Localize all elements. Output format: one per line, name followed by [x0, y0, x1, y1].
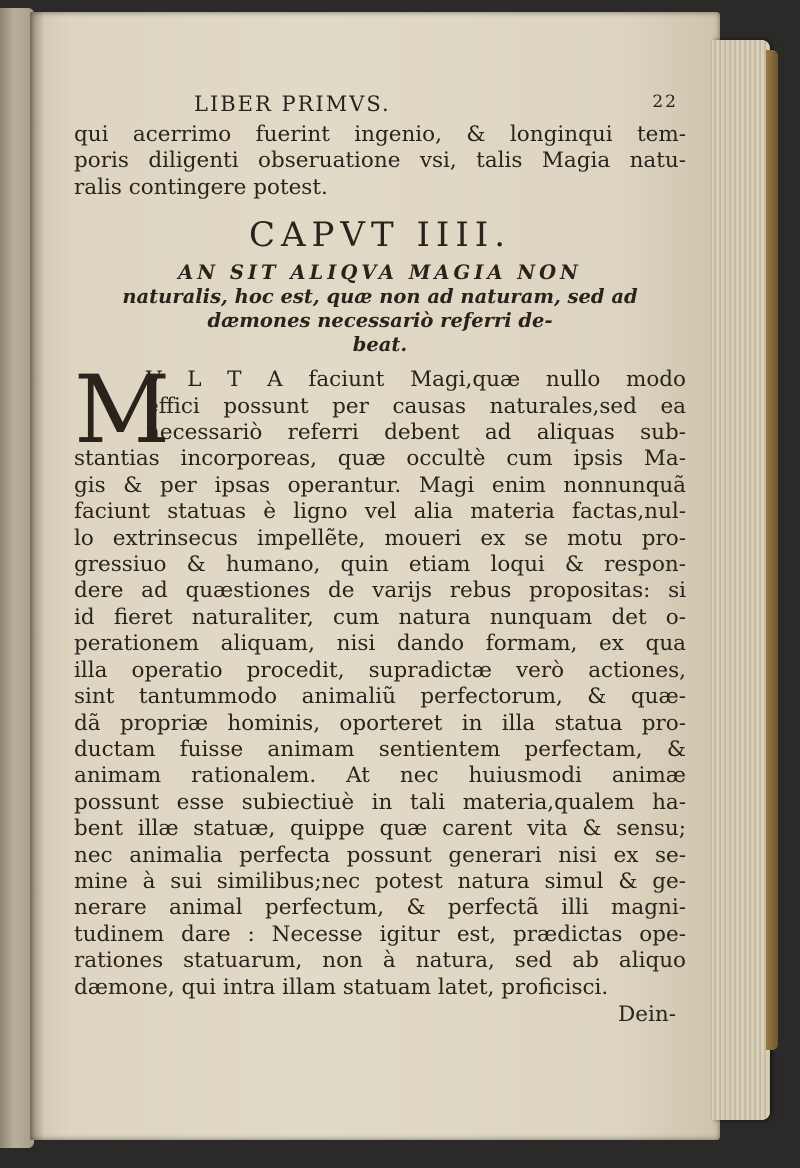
text-line: qui acerrimo fuerint ingenio, & longinqui tem- [74, 122, 686, 147]
subtitle-line: beat. [352, 333, 408, 357]
text-line: nerare animal perfectum, & perfectã illi magni- [74, 895, 686, 921]
chapter-body [74, 356, 686, 1029]
text-line: dæmone, qui intra illam statuam latet, proficisci. [74, 974, 609, 1000]
text-line: faciunt statuas è ligno vel alia materia factas,nul- [74, 499, 686, 525]
text-line: gis & per ipsas operantur. Magi enim nonnunquã [74, 472, 686, 498]
intro-paragraph [74, 122, 686, 201]
text-line: mine à sui similibus;nec potest natura simul & ge- [74, 868, 686, 894]
text-line: dere ad quæstiones de varijs rebus propositas: si [74, 578, 686, 604]
text-line: bent illæ statuæ, quippe quæ carent vita & sensu; [74, 816, 686, 842]
text-line: rationes statuarum, non à natura, sed ab aliquo [74, 948, 686, 974]
catchword: Dein- [618, 1001, 676, 1027]
drop-cap-initial: M [74, 356, 171, 466]
text-line: effici possunt per causas naturales,sed ea [146, 393, 686, 419]
text-line: possunt esse subiectiuè in tali materia,qualem ha- [74, 789, 686, 815]
text-line: gressiuo & humano, quin etiam loqui & respon- [74, 552, 686, 578]
text-line: sint tantummodo animaliũ perfectorum, & quæ- [74, 684, 686, 710]
page-number: 22 [652, 92, 678, 112]
text-line: lo extrinsecus impellẽte, moueri ex se motu pro- [74, 525, 686, 551]
subtitle-line: naturalis, hoc est, quæ non ad naturam, sed ad [122, 285, 638, 309]
text-line: tudinem dare : Necesse igitur est, prædictas ope- [74, 921, 686, 947]
text-line: ductam fuisse animam sentientem perfectam, & [74, 736, 686, 762]
page-gutter-shadow [30, 12, 44, 1140]
page-text [74, 92, 686, 1029]
chapter-title: CAPVT IIII. [248, 215, 511, 256]
text-line: dã propriæ hominis, oporteret in illa statua pro- [74, 710, 686, 736]
text-line: nec animalia perfecta possunt generari nisi ex se- [74, 842, 686, 868]
page-fore-edge [712, 40, 770, 1120]
text-line: poris diligenti obseruatione vsi, talis Magia natu- [74, 148, 686, 174]
running-title: LIBER PRIMVS. [194, 92, 391, 116]
text-line: illa operatio procedit, supradictæ verò actiones, [74, 657, 686, 683]
chapter-subtitle [74, 261, 686, 357]
text-line: id fieret naturaliter, cum natura nunquam det o- [74, 604, 686, 630]
text-line: necessariò referri debent ad aliquas sub- [146, 420, 686, 446]
text-line: ralis contingere potest. [74, 174, 328, 200]
subtitle-line: dæmones necessariò referri de- [207, 309, 553, 333]
subtitle-line: AN SIT ALIQVA MAGIA NON [178, 261, 582, 285]
text-line: V L T A faciunt Magi,quæ nullo modo [146, 367, 686, 393]
text-line: animam rationalem. At nec huiusmodi animæ [74, 763, 686, 789]
running-head [74, 92, 686, 122]
previous-page-edge [0, 8, 34, 1148]
text-line: perationem aliquam, nisi dando formam, ex qua [74, 631, 686, 657]
text-line: stantias incorporeas, quæ occultè cum ipsis Ma- [74, 446, 686, 472]
